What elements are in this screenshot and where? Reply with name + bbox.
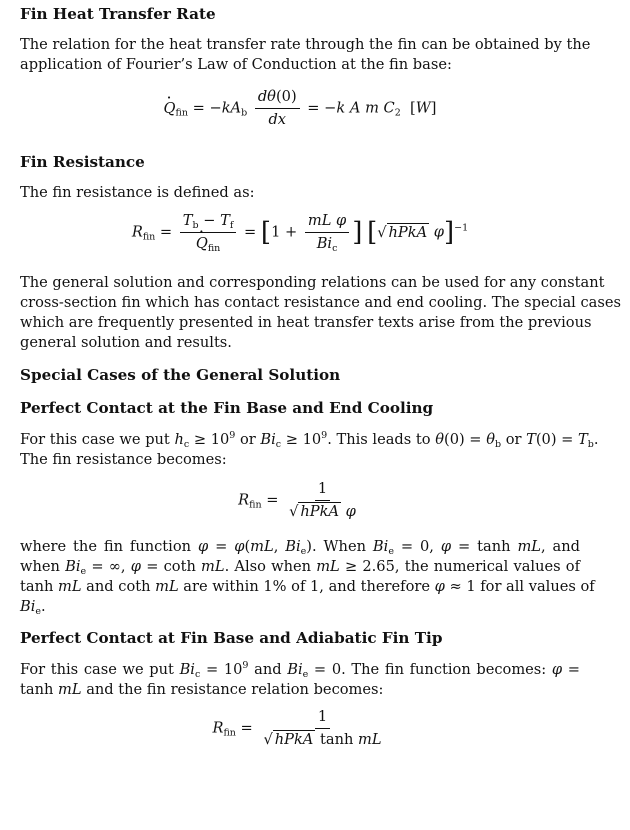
heading-perfect-contact-end-cooling: Perfect Contact at the Fin Base and End Cooling — [20, 399, 434, 417]
heading-fin-resistance: Fin Resistance — [20, 153, 145, 171]
paragraph-adiabatic-case: For this case we put $Bi_c = 10^9$ and $Bi_e = 0$. The fin function becomes: φ = tanh mL and the fin resistance relation becomes: — [20, 660, 580, 698]
heading-special-cases: Special Cases of the General Solution — [20, 366, 341, 384]
equation-fin-heat-rate: · $Q_{fin} = -kA_b$ $\frac{d\theta(0)}{dx}$ = −k A m $C_2$ [W] — [20, 88, 580, 129]
equation-resistance-end-cooling: $R_{fin}$ = $\frac{1}{\text{√ hPkA φ}}$ — [238, 480, 356, 520]
paragraph-fourier-intro: The relation for the heat transfer rate through the fin can be obtained by the application of Fourier’s Law of Conduction at the fin base: — [20, 36, 591, 73]
paragraph-general-solution: The general solution and corresponding relations can be used for any constant cross-section fin which has contact resistance and end cooling. The special cases which are frequently presented in heat transfer texts arise from the previous general solution and results. — [20, 274, 621, 351]
heading-adiabatic-fin-tip: Perfect Contact at Fin Base and Adiabatic Fin Tip — [20, 629, 443, 647]
paragraph-fin-function: where the fin function φ = φ(mL, $Bi_e$). When $Bi_e = 0$, φ = tanh mL, and when $Bi_e$ = ∞, φ = coth mL. Also when mL ≥ 2.65, the numerical values of tanh mL and coth mL are within 1% of 1, and therefore φ ≈ 1 for all values of $Bi_e$. — [20, 538, 595, 617]
paragraph-resistance-defined: The fin resistance is defined as: — [20, 184, 255, 201]
paragraph-end-cooling-case: For this case we put $h_c \ge 10^9$ or $Bi_c \ge 10^9$. This leads to $\theta(0) = \theta_b$ or $T(0) = T_b$. The fin resistance becomes: — [20, 430, 599, 468]
equation-resistance-adiabatic: $R_{fin}$ = $\frac{1}{\text{√ hPkA tanh mL}}$ — [212, 708, 382, 748]
heading-fin-heat-transfer-rate: Fin Heat Transfer Rate — [20, 5, 216, 23]
equation-fin-resistance: $R_{fin}$ = $T_b - T_f$ · $Q_{fin}$ = [1 + $\frac{\text{mL φ}}{Bi_c}$ ] [√ hPkA φ]$^{-1}$ — [20, 212, 580, 253]
